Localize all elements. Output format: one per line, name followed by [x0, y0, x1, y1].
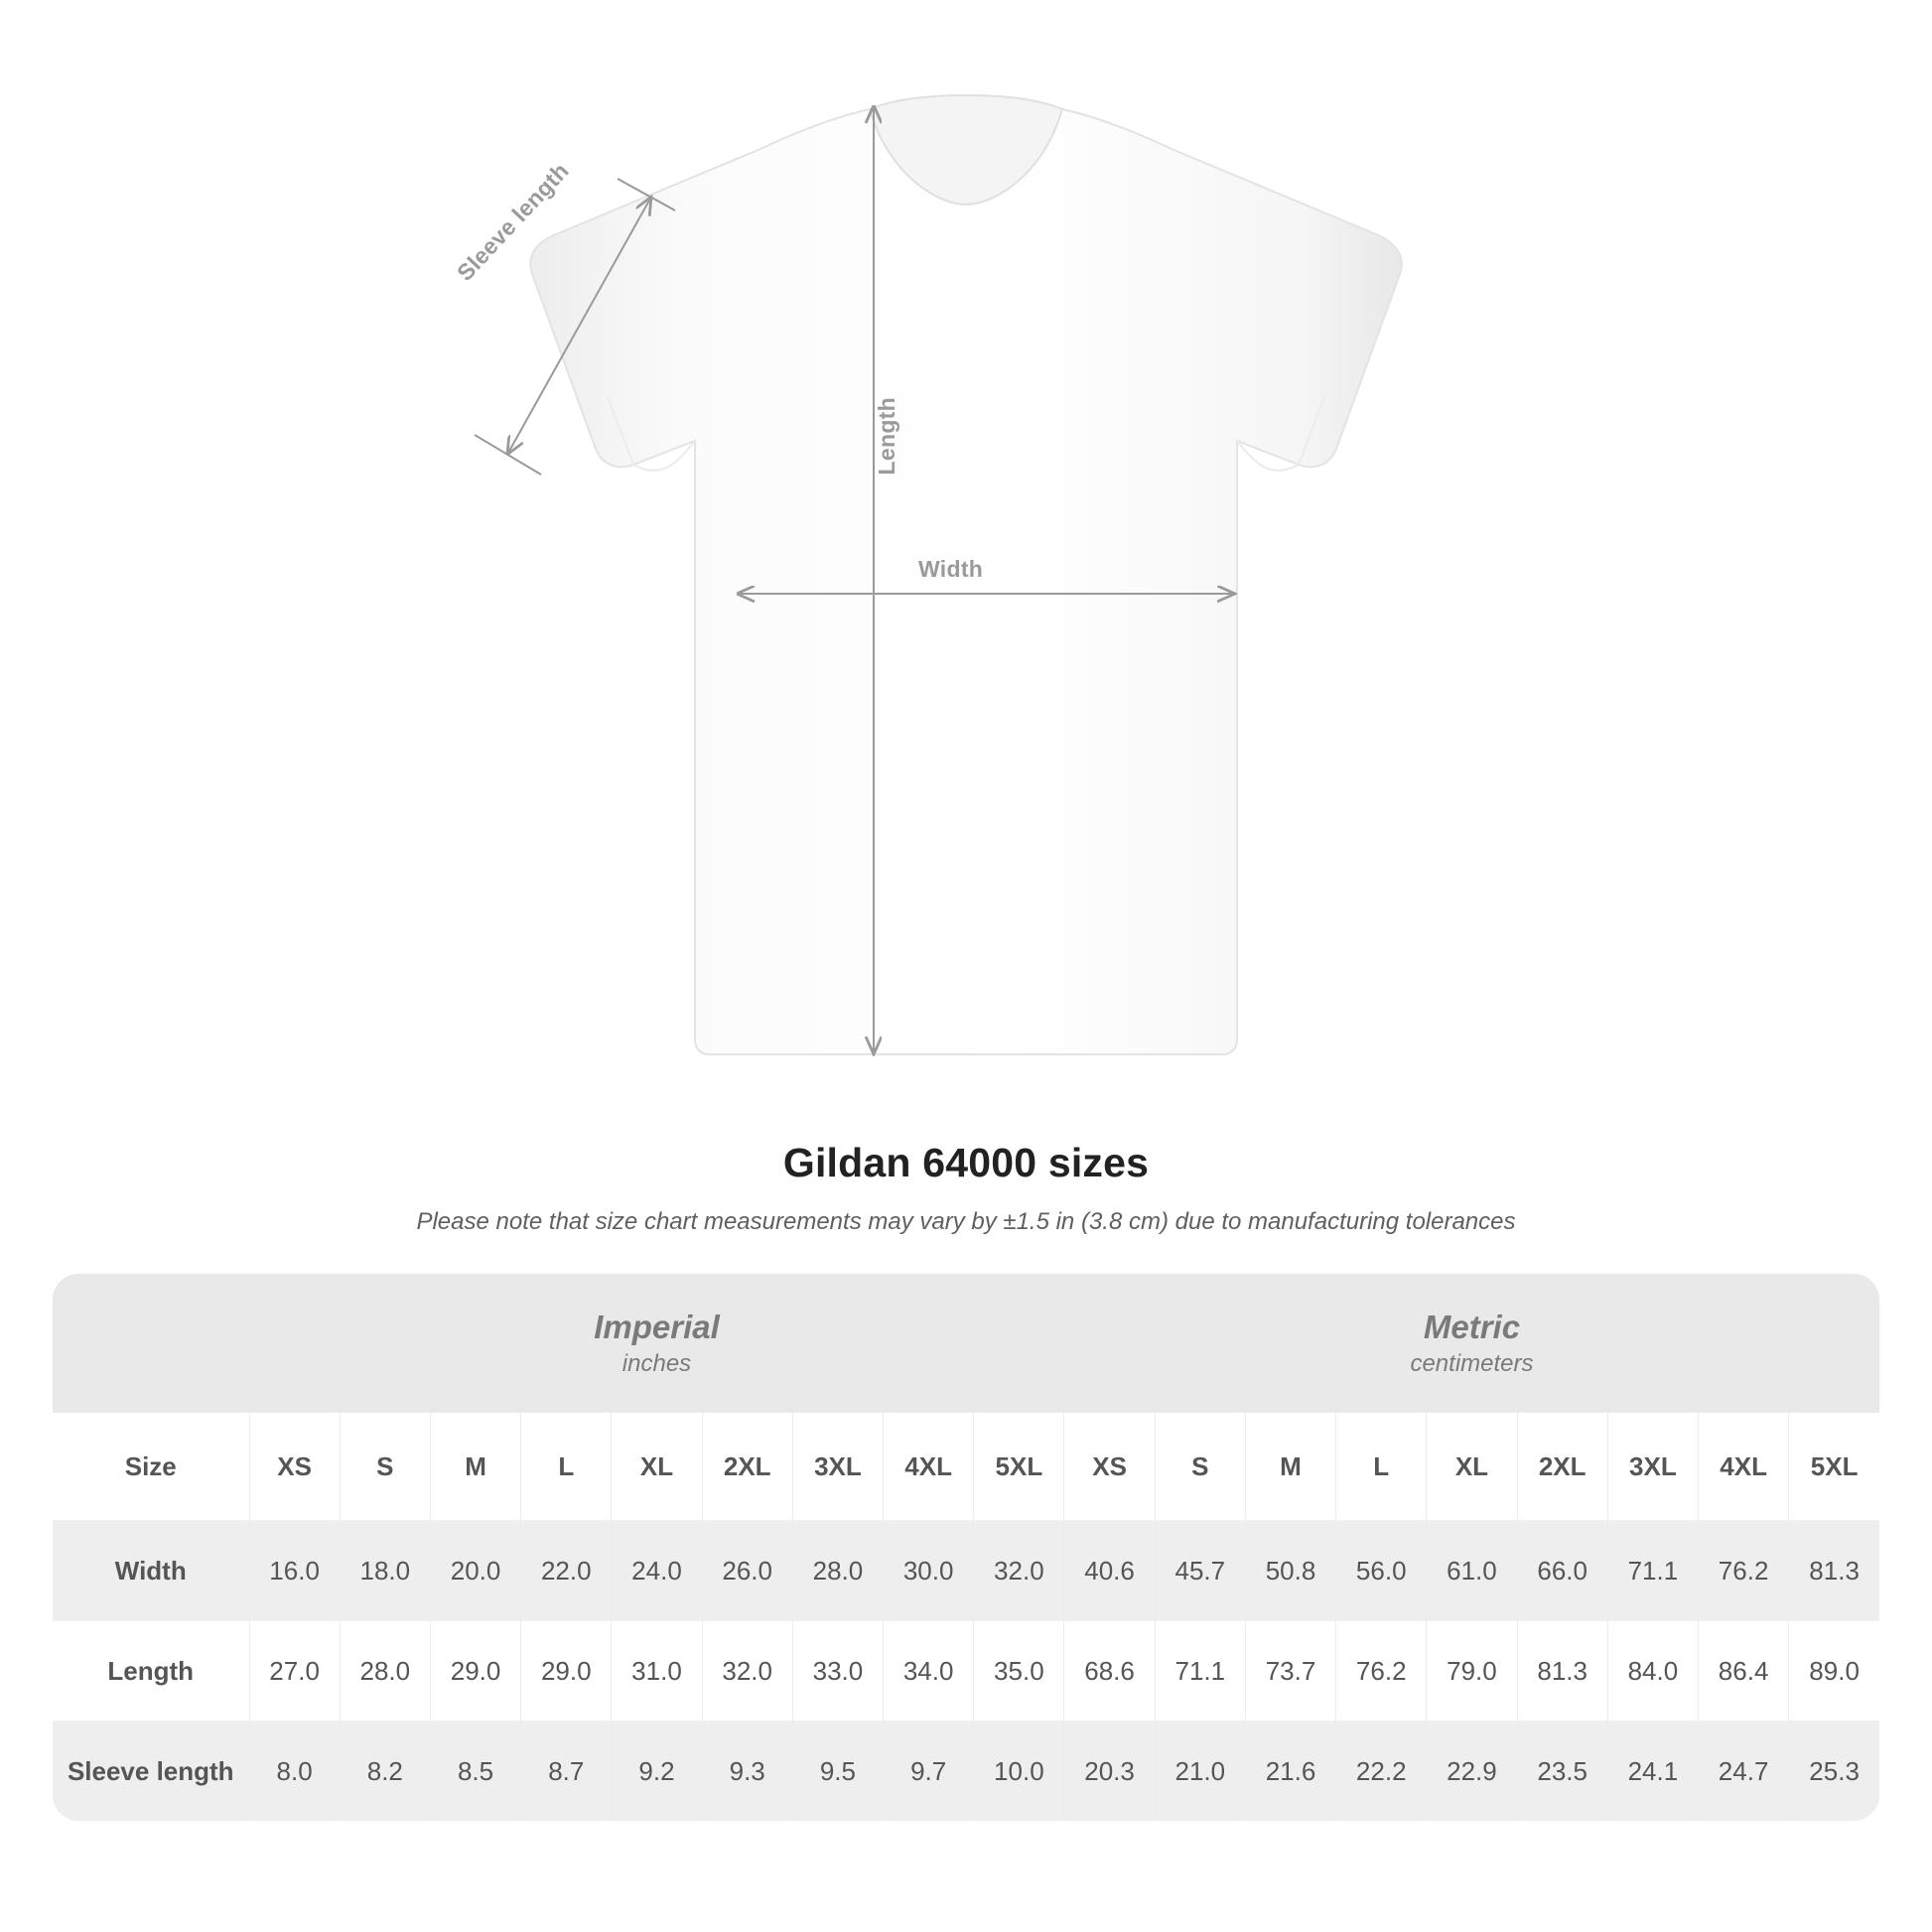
size-header-cell: 2XL: [1517, 1413, 1607, 1521]
size-table: [53, 1274, 1879, 1821]
size-header-cell: 4XL: [884, 1413, 974, 1521]
sleeve-length-label: Sleeve length: [452, 157, 574, 286]
cell-value: 45.7: [1155, 1521, 1245, 1621]
cell-value: 89.0: [1789, 1621, 1879, 1722]
cell-value: 73.7: [1245, 1621, 1335, 1722]
cell-value: 24.7: [1699, 1722, 1789, 1822]
cell-value: 9.3: [702, 1722, 792, 1822]
cell-value: 9.7: [884, 1722, 974, 1822]
cell-value: 71.1: [1607, 1521, 1698, 1621]
cell-value: 66.0: [1517, 1521, 1607, 1621]
unit-imperial-sub: inches: [621, 1349, 692, 1377]
size-header-cell: L: [521, 1413, 612, 1521]
cell-value: 22.0: [521, 1521, 612, 1621]
cell-value: 30.0: [884, 1521, 974, 1621]
cell-value: 56.0: [1336, 1521, 1427, 1621]
unit-corner-cell: [53, 1274, 249, 1413]
size-header-cell: L: [1336, 1413, 1427, 1521]
cell-value: 81.3: [1789, 1521, 1879, 1621]
unit-imperial-name: Imperial: [594, 1308, 720, 1345]
length-label: Length: [874, 397, 899, 476]
cell-value: 71.1: [1155, 1621, 1245, 1722]
size-header-cell: 4XL: [1699, 1413, 1789, 1521]
cell-value: 24.0: [612, 1521, 702, 1621]
size-table-container: [53, 1274, 1879, 1821]
size-header-cell: 3XL: [792, 1413, 883, 1521]
cell-value: 76.2: [1336, 1621, 1427, 1722]
cell-value: 16.0: [249, 1521, 340, 1621]
cell-value: 23.5: [1517, 1722, 1607, 1822]
cell-value: 29.0: [430, 1621, 520, 1722]
cell-value: 20.3: [1064, 1722, 1155, 1822]
cell-value: 61.0: [1427, 1521, 1517, 1621]
cell-value: 9.5: [792, 1722, 883, 1822]
cell-value: 21.0: [1155, 1722, 1245, 1822]
cell-value: 22.2: [1336, 1722, 1427, 1822]
cell-value: 34.0: [884, 1621, 974, 1722]
cell-value: 28.0: [792, 1521, 883, 1621]
unit-metric-sub: centimeters: [1410, 1349, 1534, 1377]
size-header-cell: 3XL: [1607, 1413, 1698, 1521]
row-label-sleeve-length: Sleeve length: [53, 1722, 249, 1822]
cell-value: 20.0: [430, 1521, 520, 1621]
cell-value: 26.0: [702, 1521, 792, 1621]
cell-value: 28.0: [340, 1621, 430, 1722]
unit-header-row: [53, 1274, 1879, 1413]
size-header-cell: 5XL: [974, 1413, 1064, 1521]
size-header-cell: 5XL: [1789, 1413, 1879, 1521]
size-header-cell: XL: [1427, 1413, 1517, 1521]
cell-value: 33.0: [792, 1621, 883, 1722]
cell-value: 25.3: [1789, 1722, 1879, 1822]
table-row: [53, 1722, 1879, 1822]
size-header-cell: XS: [1064, 1413, 1155, 1521]
cell-value: 40.6: [1064, 1521, 1155, 1621]
sleeve-tick-bottom: [475, 435, 541, 475]
cell-value: 86.4: [1699, 1621, 1789, 1722]
tolerance-note: Please note that size chart measurements may vary by ±1.5 in (3.8 cm) due to manufacturing tolerances: [416, 1208, 1516, 1235]
size-header-cell: M: [1245, 1413, 1335, 1521]
cell-value: 32.0: [702, 1621, 792, 1722]
width-label: Width: [918, 556, 984, 582]
table-row: [53, 1621, 1879, 1722]
cell-value: 8.7: [521, 1722, 612, 1822]
cell-value: 84.0: [1607, 1621, 1698, 1722]
cell-value: 9.2: [612, 1722, 702, 1822]
size-corner-label: Size: [53, 1413, 249, 1521]
cell-value: 81.3: [1517, 1621, 1607, 1722]
cell-value: 29.0: [521, 1621, 612, 1722]
cell-value: 27.0: [249, 1621, 340, 1722]
cell-value: 79.0: [1427, 1621, 1517, 1722]
cell-value: 22.9: [1427, 1722, 1517, 1822]
size-header-cell: M: [430, 1413, 520, 1521]
title-block: [0, 1140, 1932, 1236]
table-row: [53, 1521, 1879, 1621]
cell-value: 35.0: [974, 1621, 1064, 1722]
size-header-row: [53, 1413, 1879, 1521]
row-label-length: Length: [53, 1621, 249, 1722]
size-header-cell: S: [1155, 1413, 1245, 1521]
cell-value: 68.6: [1064, 1621, 1155, 1722]
cell-value: 21.6: [1245, 1722, 1335, 1822]
size-header-cell: S: [340, 1413, 430, 1521]
unit-metric-name: Metric: [1423, 1308, 1521, 1345]
row-label-width: Width: [53, 1521, 249, 1621]
size-header-cell: 2XL: [702, 1413, 792, 1521]
cell-value: 18.0: [340, 1521, 430, 1621]
unit-imperial-cell: [249, 1274, 1064, 1413]
cell-value: 50.8: [1245, 1521, 1335, 1621]
cell-value: 8.5: [430, 1722, 520, 1822]
cell-value: 32.0: [974, 1521, 1064, 1621]
cell-value: 8.2: [340, 1722, 430, 1822]
size-header-cell: XL: [612, 1413, 702, 1521]
cell-value: 76.2: [1699, 1521, 1789, 1621]
page-title: Gildan 64000 sizes: [782, 1140, 1150, 1185]
cell-value: 8.0: [249, 1722, 340, 1822]
unit-metric-cell: [1064, 1274, 1879, 1413]
size-header-cell: XS: [249, 1413, 340, 1521]
cell-value: 31.0: [612, 1621, 702, 1722]
cell-value: 10.0: [974, 1722, 1064, 1822]
cell-value: 24.1: [1607, 1722, 1698, 1822]
